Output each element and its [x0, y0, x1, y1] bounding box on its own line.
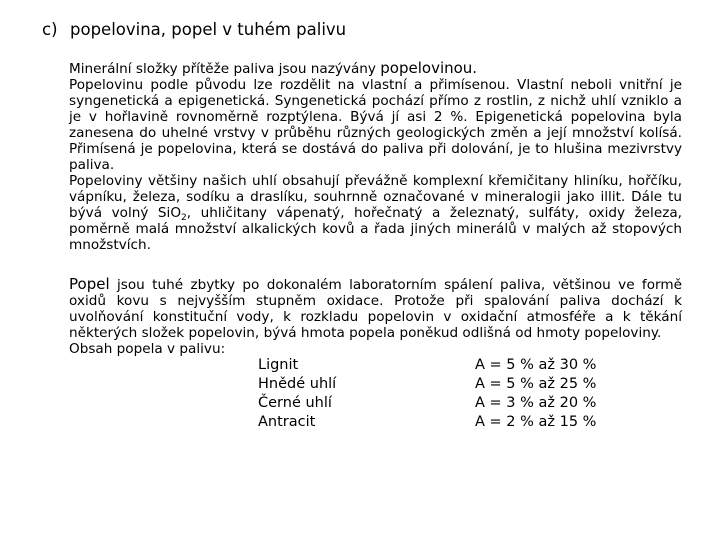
ash-row-value: A = 5 % až 25 % [475, 376, 597, 392]
ash-row [69, 395, 682, 415]
paragraph-ash-definition [69, 276, 682, 341]
ash-row-fuel: Hnědé uhlí [258, 376, 337, 392]
section-ash-minerals [69, 60, 682, 253]
ash-term: Popel [69, 275, 110, 293]
composition-text-2: , uhličitany vápenatý, hořečnatý a železnatý, sulfáty, oxidy železa, poměrně malá množství alkalických kovů a řada jiných minerálů v malých až stopových množstvích. [69, 205, 682, 253]
composition-subscript: 2 [181, 213, 187, 223]
ash-row-fuel: Antracit [258, 414, 316, 430]
ash-row-fuel: Černé uhlí [258, 395, 332, 411]
heading-marker: c) [42, 20, 58, 39]
heading-title: popelovina, popel v tuhém palivu [70, 20, 347, 39]
ash-row-value: A = 2 % až 15 % [475, 414, 597, 430]
ash-content-label: Obsah popela v palivu: [69, 341, 226, 357]
ash-row [69, 376, 682, 396]
ash-definition-text: jsou tuhé zbytky po dokonalém laboratorním spálení paliva, většinou ve formě oxidů kovu s nejvyšším stupněm oxidace. Protože při spalování paliva dochází k uvolňování konstituční vody, k rozkladu popelovin v oxidační atmosféře a k těkání některých složek popelovin, bývá hmota popela poněkud odlišná od hmoty popeloviny. [69, 277, 682, 341]
ash-row-value: A = 3 % až 20 % [475, 395, 597, 411]
ash-content-table [69, 357, 682, 433]
section-heading [42, 20, 346, 39]
intro-text: Minerální složky přítěže paliva jsou nazývány [69, 61, 381, 77]
paragraph-origin: Popelovinu podle původu lze rozdělit na vlastní a přimísenou. Vlastní neboli vnitřní je syngenetická a epigenetická. Syngenetická pochází přímo z rostlin, z nichž uhlí vzniklo a je v hořlavině rovnoměrně rozptýlena. Bývá jí asi 2 %. Epigenetická popelovina byla zanesena do uhelné vrstvy v průběhu různých geologických změn a její množství kolísá. Přimísená je popelovina, která se dostává do paliva při dolování, je to hlušina mezivrstvy paliva. [69, 77, 682, 173]
paragraph-composition [69, 173, 682, 253]
intro-line [69, 60, 682, 77]
ash-row-fuel: Lignit [258, 357, 299, 373]
ash-row [69, 414, 682, 434]
section-ash [69, 276, 682, 433]
composition-text-1: Popeloviny většiny našich uhlí obsahují převážně komplexní křemičitany hliníku, hořčíku, vápníku, železa, sodíku a draslíku, souhrnně označované v mineralogii jako illit. Dále tu bývá volný SiO [69, 173, 682, 221]
ash-row-value: A = 5 % až 30 % [475, 357, 597, 373]
ash-row [69, 357, 682, 377]
intro-term: popelovinou. [380, 59, 478, 77]
